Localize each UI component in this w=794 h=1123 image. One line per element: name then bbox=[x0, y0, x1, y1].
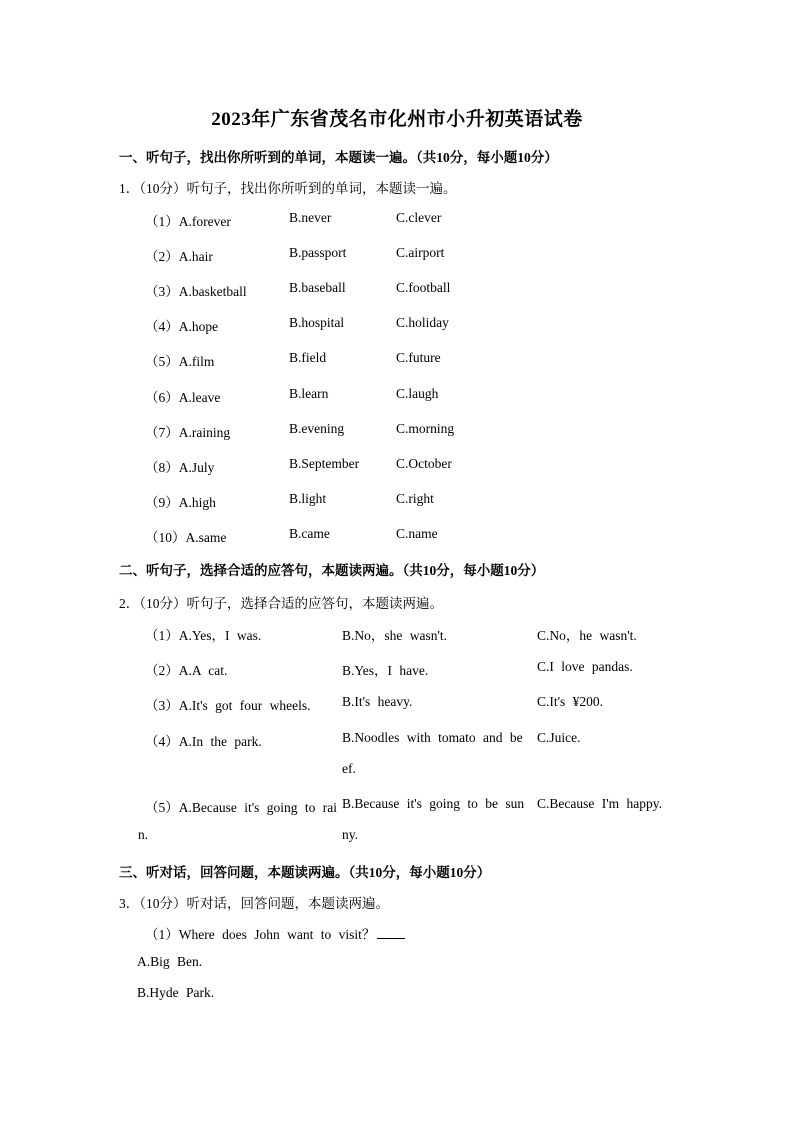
option-a: （4）A.In the park. bbox=[145, 734, 262, 749]
option-c: C.airport bbox=[396, 245, 445, 260]
option-b: B.September bbox=[289, 456, 360, 471]
option-c: C.Juice. bbox=[537, 730, 581, 745]
option-b-continuation: ef. bbox=[342, 761, 356, 776]
option-b: B.came bbox=[289, 526, 330, 541]
option-a-continuation: n. bbox=[138, 827, 149, 842]
question-row bbox=[0, 456, 794, 478]
option-b: B.It's heavy. bbox=[342, 694, 413, 709]
option-b: B.learn bbox=[289, 386, 329, 401]
section-heading-1: 一、听句子，找出你所听到的单词，本题读一遍。（共10分，每小题10分） bbox=[119, 150, 558, 165]
option-b: B.Yes，I have. bbox=[342, 663, 429, 678]
option-a: （3）A.basketball bbox=[145, 284, 247, 299]
option-a: （1）A.Yes，I was. bbox=[145, 628, 262, 643]
sub-question-text: （1）Where does John want to visit？ bbox=[145, 927, 376, 942]
page-title: 2023年广东省茂名市化州市小升初英语试卷 bbox=[211, 109, 583, 130]
question-row bbox=[0, 386, 794, 408]
option-c: C.name bbox=[396, 526, 438, 541]
option-c: C.morning bbox=[396, 421, 455, 436]
option-c: C.football bbox=[396, 280, 451, 295]
option-b: B.never bbox=[289, 210, 332, 225]
section-heading-2: 二、听句子，选择合适的应答句，本题读两遍。（共10分，每小题10分） bbox=[119, 563, 545, 578]
option-a: （5）A.Because it's going to rai bbox=[145, 800, 338, 815]
question-row bbox=[0, 280, 794, 302]
question-row bbox=[0, 624, 794, 646]
option-a: （5）A.film bbox=[145, 354, 215, 369]
option-b: B.hospital bbox=[289, 315, 345, 330]
option-a: （7）A.raining bbox=[145, 425, 231, 440]
section-heading-3: 三、听对话，回答问题，本题读两遍。（共10分，每小题10分） bbox=[119, 865, 491, 880]
option-b: B.baseball bbox=[289, 280, 346, 295]
option-a: （10）A.same bbox=[145, 530, 227, 545]
option-a: （3）A.It's got four wheels. bbox=[145, 698, 311, 713]
option-b: B.Noodles with tomato and be bbox=[342, 730, 523, 745]
option-c: C.I love pandas. bbox=[537, 659, 633, 674]
option-a: （4）A.hope bbox=[145, 319, 219, 334]
question-row bbox=[0, 796, 794, 818]
question-row bbox=[0, 210, 794, 232]
option-b: B.Hyde Park. bbox=[137, 985, 215, 1000]
question-row bbox=[0, 491, 794, 513]
question-stem-2: 2．（10分）听句子，选择合适的应答句，本题读两遍。 bbox=[119, 596, 443, 611]
option-c: C.It's ¥200. bbox=[537, 694, 604, 709]
question-row bbox=[0, 421, 794, 443]
option-a: （1）A.forever bbox=[145, 214, 231, 229]
option-a: （9）A.high bbox=[145, 495, 216, 510]
question-stem-1: 1．（10分）听句子，找出你所听到的单词，本题读一遍。 bbox=[119, 181, 457, 196]
option-b-continuation: ny. bbox=[342, 827, 358, 842]
option-c: C.right bbox=[396, 491, 434, 506]
option-c: C.holiday bbox=[396, 315, 449, 330]
question-row bbox=[0, 730, 794, 752]
option-c: C.future bbox=[396, 350, 441, 365]
option-c: C.Because I'm happy. bbox=[537, 796, 663, 811]
option-b: B.evening bbox=[289, 421, 345, 436]
option-b: B.light bbox=[289, 491, 327, 506]
question-row bbox=[0, 245, 794, 267]
option-a: A.Big Ben. bbox=[137, 954, 203, 969]
answer-blank[interactable] bbox=[377, 926, 405, 939]
option-c: C.October bbox=[396, 456, 452, 471]
question-row bbox=[0, 659, 794, 681]
option-a: （6）A.leave bbox=[145, 390, 221, 405]
question-row bbox=[0, 350, 794, 372]
option-b: B.field bbox=[289, 350, 327, 365]
option-c: C.laugh bbox=[396, 386, 439, 401]
option-b: B.Because it's going to be sun bbox=[342, 796, 525, 811]
option-a: （8）A.July bbox=[145, 460, 215, 475]
question-row bbox=[0, 694, 794, 716]
option-b: B.passport bbox=[289, 245, 347, 260]
option-c: C.No，he wasn't. bbox=[537, 628, 637, 643]
option-c: C.clever bbox=[396, 210, 442, 225]
question-row bbox=[0, 315, 794, 337]
sub-question bbox=[145, 923, 405, 943]
option-b: B.No，she wasn't. bbox=[342, 628, 448, 643]
option-a: （2）A.A cat. bbox=[145, 663, 228, 678]
question-row bbox=[0, 526, 794, 548]
option-a: （2）A.hair bbox=[145, 249, 213, 264]
question-stem-3: 3．（10分）听对话，回答问题，本题读两遍。 bbox=[119, 896, 389, 911]
